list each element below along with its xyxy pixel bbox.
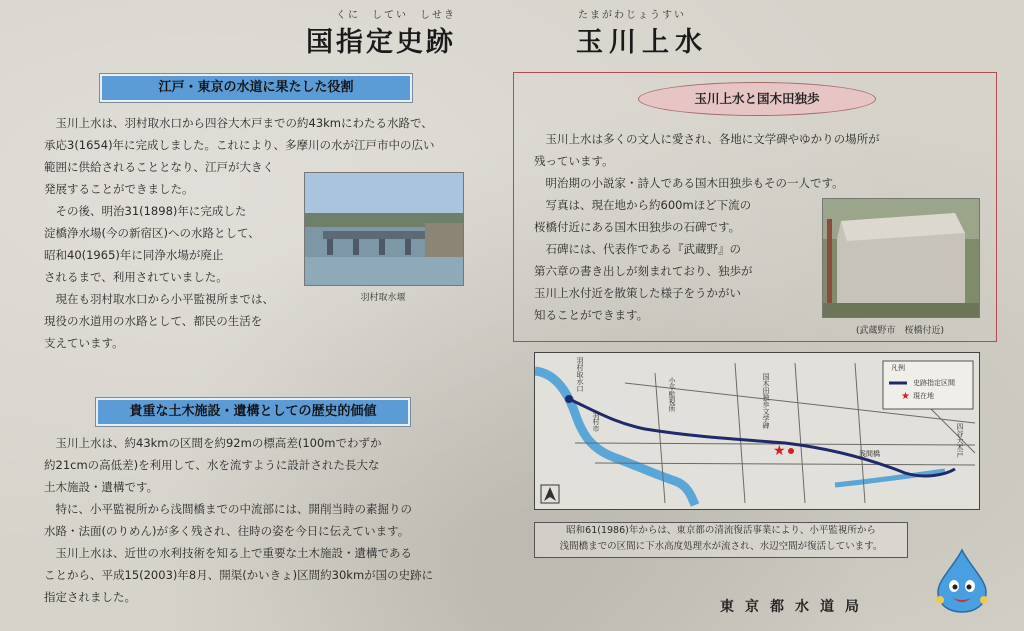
map-label: 国木田独歩文学碑 — [762, 373, 770, 429]
section1-line: 現在も羽村取水口から小平監視所までは、 — [55, 292, 274, 306]
map-label: 小平監視所 — [668, 377, 676, 412]
current-location-star: ★ — [773, 443, 786, 459]
section3-line: 玉川上水付近を散策した様子をうかがい — [534, 286, 741, 300]
section2-line: 玉川上水は、約43kmの区間を約92mの標高差(100mでわずか — [55, 436, 382, 450]
svg-text:★: ★ — [901, 391, 910, 402]
hamura-weir-caption: 羽村取水堰 — [360, 293, 406, 303]
issuer-name: 東京都水道局 — [720, 599, 870, 615]
section2-line: 水路・法面(のりめん)が多く残され、往時の姿を今日に伝えています。 — [44, 524, 410, 538]
section1-line: 現役の水道用の水路として、都民の生活を — [44, 314, 263, 328]
section2-text — [44, 432, 494, 608]
map-label: 羽村取水口 — [576, 357, 584, 392]
legend-route-label: 史跡指定区間 — [913, 379, 955, 387]
section3-line: 桜橋付近にある国木田独歩の石碑です。 — [534, 220, 741, 234]
section1-line: 承応3(1654)年に完成しました。これにより、多摩川の水が江戸市中の広い — [44, 138, 435, 152]
section2-line: 指定されました。 — [44, 590, 136, 604]
map-label: 羽村市 — [592, 411, 600, 432]
legend-title: 凡例 — [891, 364, 905, 372]
title-ruby-left: くに してい しせき — [336, 10, 456, 21]
doppo-monument-marker — [788, 448, 794, 454]
legend-here-label: 現在地 — [913, 392, 934, 400]
section1-line: 支えています。 — [44, 336, 124, 350]
note-line: 浅間橋までの区間に下水高度処理水が流され、水辺空間が復活しています。 — [559, 541, 883, 552]
section1-line: 昭和40(1965)年に同浄水場が廃止 — [44, 248, 224, 262]
route-map — [534, 352, 980, 510]
map-label: 四谷大木戸 — [956, 423, 964, 458]
title-left: 国指定史跡 — [306, 27, 456, 58]
section3-line: 第六章の書き出しが刻まれており、独歩が — [534, 264, 753, 278]
section2-line: 土木施設・遺構です。 — [44, 480, 159, 494]
section1-heading: 江戸・東京の水道に果たした役割 — [100, 74, 412, 102]
hamura-intake-marker — [565, 395, 573, 403]
section1-line: 範囲に供給されることとなり、江戸が大きく — [44, 160, 274, 174]
section3-line: 石碑には、代表作である『武蔵野』の — [545, 242, 741, 256]
section2-line: 特に、小平監視所から浅間橋までの中流部には、開削当時の素掘りの — [55, 502, 412, 516]
river-downstream — [835, 471, 945, 485]
section1-line: されるまで、利用されていました。 — [44, 270, 228, 284]
restoration-note — [534, 522, 908, 558]
section1-line: 玉川上水は、羽村取水口から四谷大木戸までの約43kmにわたる水路で、 — [55, 116, 433, 130]
section3-line: 明治期の小説家・詩人である国木田独歩もその一人です。 — [545, 176, 844, 190]
section1-line: 淀橋浄水場(今の新宿区)への水路として、 — [44, 226, 260, 240]
section1-line: 発展することができました。 — [44, 182, 194, 196]
north-arrow-icon — [541, 485, 559, 503]
section3-line: 写真は、現在地から約600mほど下流の — [545, 198, 752, 212]
map-label: 浅間橋 — [859, 450, 880, 458]
section2-heading: 貴重な土木施設・遺構としての歴史的価値 — [96, 398, 410, 426]
section3-line: 残っています。 — [534, 154, 614, 168]
doppo-monument-caption: (武蔵野市 桜橋付近) — [855, 326, 945, 336]
section2-line: 玉川上水は、近世の水利技術を知る上で重要な土木施設・遺構である — [55, 546, 412, 560]
doppo-monument-photo — [822, 198, 980, 318]
hamura-weir-photo — [304, 172, 464, 286]
section2-line: 約21cmの高低差)を利用して、水を流すように設計された長大な — [44, 458, 380, 472]
water-drop-mascot-icon — [934, 548, 990, 614]
note-line: 昭和61(1986)年からは、東京都の清流復活事業により、小平監視所から — [566, 525, 876, 536]
section3-heading: 玉川上水と国木田独歩 — [638, 82, 876, 116]
section3-line: 知ることができます。 — [534, 308, 649, 322]
section1-line: その後、明治31(1898)年に完成した — [55, 204, 247, 218]
title-right: 玉川上水 — [576, 27, 708, 58]
title-ruby-right: たまがわじょうすい — [578, 10, 686, 21]
section2-line: ことから、平成15(2003)年8月、開渠(かいきょ)区間約30kmが国の史跡に — [44, 568, 434, 582]
section3-line: 玉川上水は多くの文人に愛され、各地に文学碑やゆかりの場所が — [545, 132, 880, 146]
